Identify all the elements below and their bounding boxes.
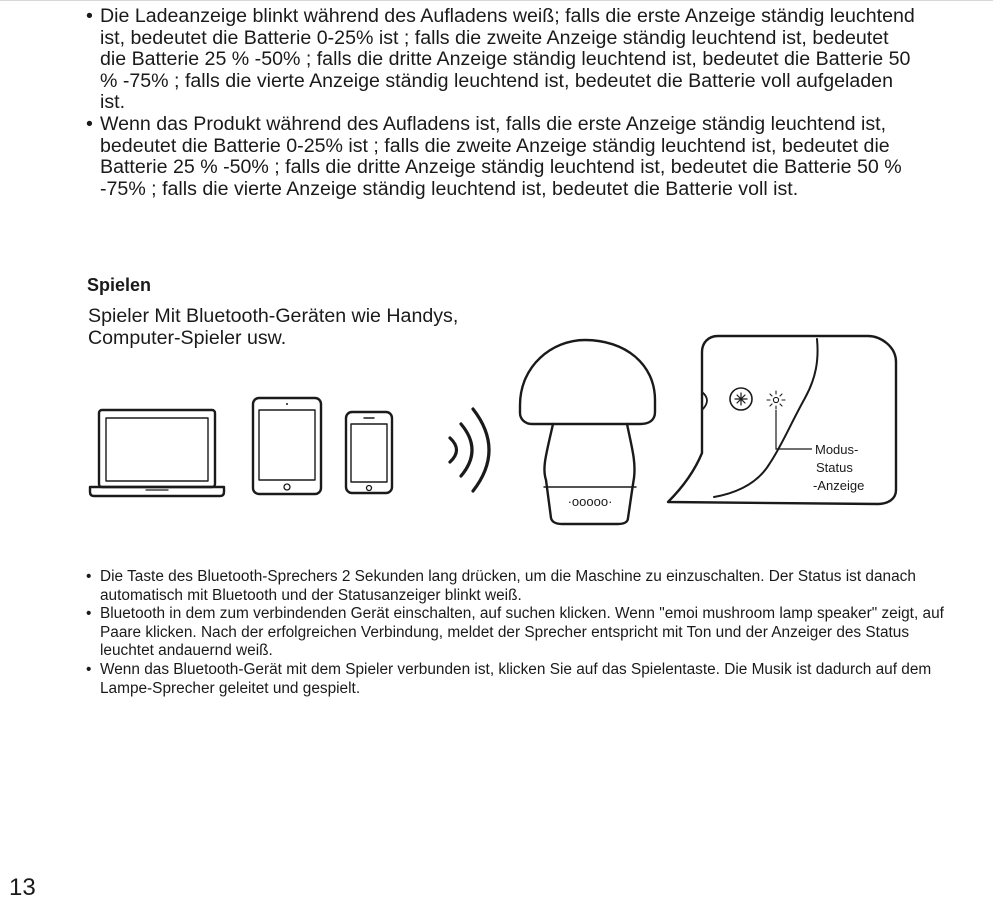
tablet-icon [253, 398, 321, 494]
instruction-bullet: • Bluetooth in dem zum verbindenden Gerät einschalten, auf suchen klicken. Wenn "emoi mushroom lamp speaker" zeigt, auf Paare klicken. Nach der erfolgreichen Verbindung, meldet der Sprecher entspricht mit Ton und der Anzeiger des Status leuchtet andauernd weiß. [86, 605, 966, 661]
bluetooth-instructions-list [86, 568, 966, 698]
callout-label: -Anzeige [813, 478, 865, 493]
charging-bullet: • Die Ladeanzeige blinkt während des Aufladens weiß; falls die erste Anzeige ständig leuchtend ist, bedeutet die Batterie 0-25% ist ; falls die zweite Anzeige ständig leuchtend ist, bedeutet die Batterie 25 % -50% ; falls die dritte Anzeige ständig leuchtend ist, bedeutet die Batterie 50 % -75% ; falls die vierte Anzeige ständig leuchtend ist, bedeutet die Batterie voll aufgeladen ist. [86, 6, 916, 114]
speaker-indicator-dots: ·ooooo· [567, 494, 613, 509]
instruction-bullet: • Wenn das Bluetooth-Gerät mit dem Spieler verbunden ist, klicken Sie auf das Spielentaste. Die Musik ist dadurch auf dem Lampe-Sprecher geleitet und gespielt. [86, 661, 966, 698]
instruction-bullet: • Die Taste des Bluetooth-Sprechers 2 Sekunden lang drücken, um die Maschine zu einzuschalten. Der Status ist danach automatisch mit Bluetooth und der Statusanzeiger blinkt weiß. [86, 568, 966, 605]
phone-icon [346, 412, 392, 493]
callout-label: Modus- [815, 442, 859, 457]
callout-label: Status [816, 460, 853, 475]
section-heading: Spielen [87, 275, 152, 295]
intro-line: Computer-Spieler usw. [88, 327, 287, 349]
charging-bullet: • Wenn das Produkt während des Aufladens ist, falls die erste Anzeige ständig leuchtend ist, bedeutet die Batterie 0-25% ist ; falls die zweite Anzeige ständig leuchtend ist, bedeutet die Batterie 25 % -50% ; falls die dritte Anzeige ständig leuchtend ist, bedeutet die Batterie 50 % -75% ; falls die vierte Anzeige ständig leuchtend ist, bedeutet die Batterie voll ist. [86, 114, 916, 200]
intro-line: Spieler Mit Bluetooth-Geräten wie Handys, [88, 305, 459, 327]
wireless-signal-icon [450, 409, 489, 491]
page-number: 13 [9, 874, 36, 901]
laptop-icon [90, 410, 224, 496]
